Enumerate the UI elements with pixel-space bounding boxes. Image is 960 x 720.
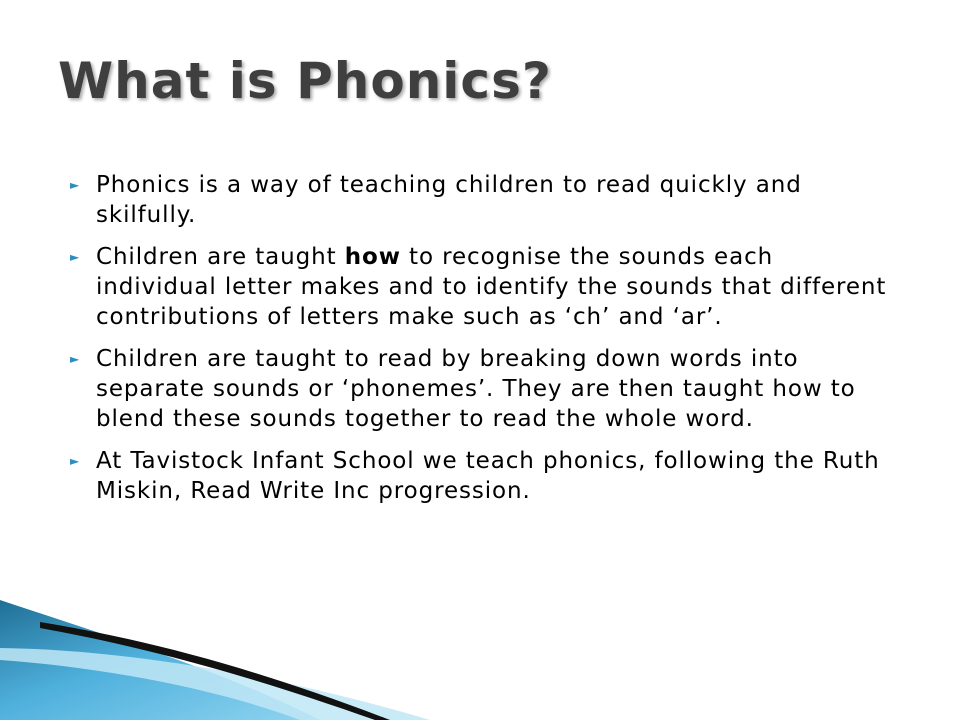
bullet-arrow-icon: ► xyxy=(70,178,81,192)
bullet-arrow-icon: ► xyxy=(70,352,81,366)
bullet-text-start: Children are taught xyxy=(96,244,345,270)
bullet-text: Phonics is a way of teaching children to read quickly and skilfully. xyxy=(96,172,802,228)
bullet-text: Children are taught to read by breaking down words into separate sounds or ‘phonemes’. They are then taught how to blend these sounds together to read the whole word. xyxy=(96,346,856,432)
slide-title: What is Phonics? xyxy=(58,52,552,110)
bullet-arrow-icon: ► xyxy=(70,454,81,468)
bullet-text: At Tavistock Infant School we teach phonics, following the Ruth Miskin, Read Write Inc progression. xyxy=(96,448,880,504)
bullet-arrow-icon: ► xyxy=(70,250,81,264)
bullet-text-end: to recognise the sounds each individual letter makes and to identify the sounds that different contributions of letters make such as ‘ch’ and ‘ar’. xyxy=(96,244,887,330)
bullet-text-bold: how xyxy=(344,244,401,270)
